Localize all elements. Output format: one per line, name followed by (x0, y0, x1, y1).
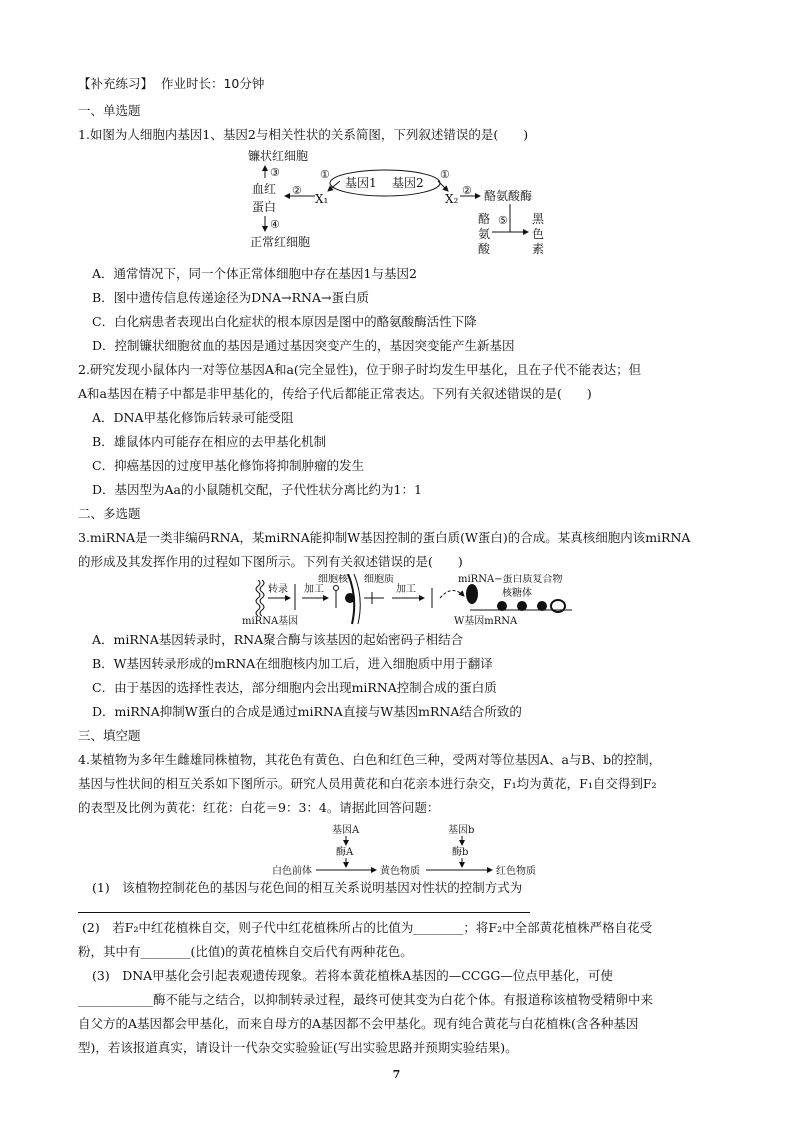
q4-part3-line2: ____________酶不能与之结合，以抑制转录过程，最终可使其变为白花个体。有报道称该植物受精卵中来 (78, 992, 654, 1007)
fig3-gene-helix (256, 580, 260, 616)
q2-stem-line1: 2.研究发现小鼠体内一对等位基因A和a(完全显性)，位于卵子时均发生甲基化，且在子代不能表达；但 (78, 362, 642, 377)
fig1-step1-right: ① (440, 168, 450, 181)
fig1-mel-2: 色 (532, 227, 545, 241)
fig1-x1: X₁ (315, 192, 329, 206)
q3-option-c: C．由于基因的选择性表达，部分细胞内会出现miRNA控制合成的蛋白质 (92, 680, 497, 695)
q1-option-c: C．白化病患者表现出白化症状的根本原因是图中的酪氨酸酶活性下降 (92, 314, 477, 329)
q3-option-b: B．W基因转录形成的mRNA在细胞核内加工后，进入细胞质中用于翻译 (92, 656, 493, 671)
fig3-process2: 加工 (396, 584, 416, 595)
fig3-nucleus: 细胞核 (318, 574, 348, 585)
fig4-geneA: 基因A (332, 825, 360, 836)
q1-stem: 1.如图为人细胞内基因1、基因2与相关性状的关系简图，下列叙述错误的是( ) (78, 127, 529, 142)
section-fill-in: 三、填空题 (78, 728, 141, 743)
q3-stem-line1: 3.miRNA是一类非编码RNA，某miRNA能抑制W基因控制的蛋白质(W蛋白)的合成。某真核细胞内该miRNA (78, 530, 691, 545)
fig3-complex-label: miRNA−蛋白质复合物 (458, 574, 563, 585)
fig3-process1: 加工 (304, 584, 324, 595)
fig3-complex (466, 584, 478, 604)
q2-option-c: C．抑癌基因的过度甲基化修饰将抑制肿瘤的发生 (92, 458, 365, 473)
fig1-hb1: 血红 (252, 182, 277, 196)
q4-stem-line2: 基因与性状间的相互关系如下图所示。研究人员用黄花和白花亲本进行杂交，F₁均为黄花，F₁自交得到F₂ (78, 776, 657, 791)
q4-part1-answer-line (78, 912, 530, 913)
fig1-x2: X₂ (445, 192, 459, 206)
q3-option-d: D．miRNA抑制W蛋白的合成是通过miRNA直接与W基因mRNA结合所致的 (92, 704, 522, 719)
fig1-mel-3: 素 (532, 242, 545, 256)
q4-part2-line2: 粉，其中有________(比值)的黄花植株自交后代有两种花色。 (78, 944, 413, 959)
fig1-gene2: 基因2 (392, 176, 424, 190)
fig1-tyr-1: 酪 (478, 212, 491, 226)
q1-option-d: D．控制镰状细胞贫血的基因是通过基因突变产生的，基因突变能产生新基因 (92, 338, 515, 353)
fig1-mel-1: 黑 (532, 212, 545, 226)
q2-option-d: D．基因型为Aa的小鼠随机交配，子代性状分离比约为1：1 (92, 482, 422, 497)
section-single-choice: 一、单选题 (78, 103, 141, 118)
q4-part2-line1: (2) 若F₂中红花植株自交，则子代中红花植株所占的比值为________；将F₂中全部黄花植株严格自花受 (82, 920, 653, 935)
fig3-wmrna: W基因mRNA (454, 616, 518, 626)
fig1-step2-left: ② (292, 184, 302, 197)
fig4-red: 红色物质 (496, 866, 536, 877)
fig4-white-precursor: 白色前体 (272, 866, 312, 877)
fig3-cytoplasm: 细胞质 (364, 574, 394, 585)
q2-stem-line2: A和a基因在精子中都是非甲基化的，传给子代后都能正常表达。下列有关叙述错误的是( ) (78, 386, 592, 401)
fig1-tyr-3: 酸 (478, 242, 491, 256)
q1-option-a: A．通常情况下，同一个体正常体细胞中存在基因1与基因2 (92, 266, 417, 281)
q3-stem-line2: 的形成及其发挥作用的过程如下图所示。下列有关叙述错误的是( ) (78, 554, 463, 569)
fig1-sickle-cell: 镰状红细胞 (248, 149, 309, 163)
q4-part3-line1: (3) DNA甲基化会引起表观遗传现象。若将本黄花植株A基因的—CCGG—位点甲基化，可使 (92, 968, 613, 983)
q4-part1: (1) 该植物控制花色的基因与花色间的相互关系说明基因对性状的控制方式为 (92, 880, 523, 895)
fig1-normal-cell: 正常红细胞 (250, 235, 311, 249)
fig3-gene-label: miRNA基因 (242, 616, 299, 626)
fig1-step1-left: ① (320, 168, 330, 181)
fig1-step3: ③ (270, 166, 280, 179)
q4-stem-line3: 的表型及比例为黄花：红花：白花＝9：3：4。请据此回答问题： (78, 800, 440, 815)
section-multiple-choice: 二、多选题 (78, 506, 141, 521)
fig1-tyr-2: 氨 (478, 227, 491, 241)
q4-pathway-diagram (270, 822, 560, 877)
fig3-transcribe: 转录 (268, 584, 288, 595)
fig4-geneb: 基因b (448, 825, 475, 836)
q4-stem-line1: 4.某植物为多年生雌雄同株植物，其花色有黄色、白色和红色三种，受两对等位基因A、a与B、b的控制， (78, 752, 662, 767)
fig1-hb2: 蛋白 (252, 200, 277, 214)
fig1-step5: ⑤ (498, 214, 508, 227)
fig4-enzA: 酶A (336, 847, 354, 858)
q1-option-b: B．图中遗传信息传递途径为DNA→RNA→蛋白质 (92, 290, 369, 305)
q4-part3-line3: 自父方的A基因都会甲基化，而来自母方的A基因都不会甲基化。现有纯合黄花与白花植株(含各种基因 (78, 1016, 639, 1031)
q2-option-b: B．雄鼠体内可能存在相应的去甲基化机制 (92, 434, 327, 449)
homework-time: 作业时长：10分钟 (160, 76, 265, 91)
page-number: 7 (392, 1068, 401, 1081)
fig1-step2-right: ② (462, 184, 472, 197)
fig1-tyrosinase: 酪氨酸酶 (484, 189, 533, 203)
fig4-enzb: 酶b (452, 847, 469, 858)
fig1-step4: ④ (270, 218, 280, 231)
exercise-title: 【补充练习】 (78, 76, 154, 91)
q1-gene-diagram (240, 148, 570, 258)
q3-mirna-diagram (240, 574, 585, 626)
q3-option-a: A．miRNA基因转录时，RNA聚合酶与该基因的起始密码子相结合 (92, 632, 464, 647)
q2-option-a: A．DNA甲基化修饰后转录可能受阻 (92, 410, 294, 425)
exercise-header (78, 76, 264, 92)
q4-part3-line4: 型)，若该报道真实，请设计一代杂交实验验证(写出实验思路并预期实验结果)。 (78, 1040, 518, 1055)
fig4-yellow: 黄色物质 (380, 866, 420, 877)
fig1-gene1: 基因1 (345, 176, 377, 190)
fig3-ribosome: 核糖体 (502, 588, 532, 599)
